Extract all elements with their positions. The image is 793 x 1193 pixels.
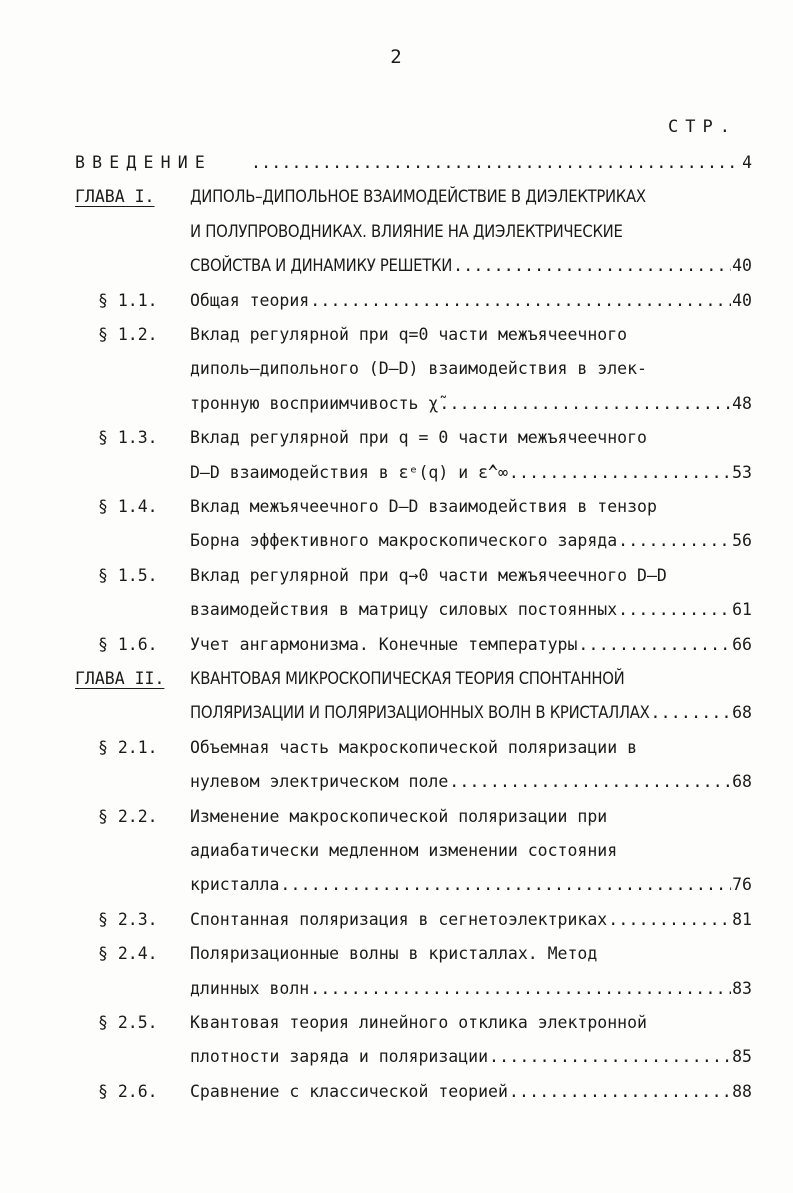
dot-leader xyxy=(251,153,741,172)
toc-title-line: плотности заряда и поляризации xyxy=(190,1047,489,1067)
toc-entry-text xyxy=(190,1013,752,1032)
toc-line xyxy=(0,666,793,696)
toc-title-line: Вклад регулярной при q = 0 части межъячеечного xyxy=(190,428,647,448)
toc-title-line: Учет ангармонизма. Конечные температуры xyxy=(190,634,578,654)
toc-title-line: Вклад регулярной при q=0 части межъячеечного xyxy=(190,325,628,344)
toc-entry-text xyxy=(190,1082,752,1101)
page-ref: 76 xyxy=(732,875,752,895)
toc-line xyxy=(0,528,793,558)
section-number: § 2.6. xyxy=(98,1081,158,1101)
dot-leader xyxy=(310,291,731,310)
toc-title-line: ДИПОЛЬ–ДИПОЛЬНОЕ ВЗАИМОДЕЙСТВИЕ В ДИЭЛЕКТРИКАХ xyxy=(190,187,646,207)
page-ref: 85 xyxy=(732,1047,752,1067)
toc-entry-text xyxy=(190,1047,752,1066)
section-number: § 1.2. xyxy=(98,325,158,344)
toc-title-line: Изменение макроскопической поляризации при xyxy=(190,806,608,826)
dot-leader xyxy=(651,703,732,722)
section-number: § 1.6. xyxy=(98,634,158,654)
page-ref: 81 xyxy=(732,909,752,929)
toc-entry-text xyxy=(190,325,752,344)
toc-title-line: тронную восприимчивость χ̃ xyxy=(190,393,439,413)
toc-line xyxy=(0,907,793,937)
toc-line xyxy=(0,184,793,214)
toc-line xyxy=(0,769,793,799)
intro-label: ВВЕДЕНИЕ xyxy=(75,153,213,172)
toc-entry-text xyxy=(250,153,752,172)
toc-line xyxy=(0,425,793,455)
page-ref: 48 xyxy=(732,393,752,413)
toc-line xyxy=(0,941,793,971)
section-number: § 2.3. xyxy=(98,909,158,929)
toc-line xyxy=(0,1079,793,1109)
toc-line xyxy=(0,735,793,765)
toc-title-line: адиабатически медленном изменении состояния xyxy=(190,841,618,860)
section-number: § 1.4. xyxy=(98,497,158,516)
toc-title-line: СВОЙСТВА И ДИНАМИКУ РЕШЕТКИ xyxy=(190,256,453,276)
section-number: § 1.1. xyxy=(98,290,158,310)
chapter-label: ГЛАВА II. xyxy=(75,669,165,688)
dot-leader xyxy=(608,910,731,929)
toc-title-line: Спонтанная поляризация в сегнетоэлектриках xyxy=(190,909,608,929)
toc-entry-text xyxy=(190,291,752,310)
page-ref: 83 xyxy=(732,978,752,998)
page-ref: 56 xyxy=(732,531,752,551)
page-ref: 40 xyxy=(732,290,752,310)
toc-entry-text xyxy=(190,669,752,688)
dot-leader xyxy=(618,600,731,619)
toc-entry-text xyxy=(190,875,752,894)
toc-title-line: Объемная часть макроскопической поляризации в xyxy=(190,737,638,757)
toc-line xyxy=(0,253,793,283)
toc-entry-text xyxy=(190,463,752,482)
toc-title-line: Борна эффективного макроскопического заряда xyxy=(190,531,618,551)
toc-title-line: Вклад межъячеечного D–D взаимодействия в тензор xyxy=(190,497,657,516)
toc-line xyxy=(0,563,793,593)
page-column-header: СТР. xyxy=(668,117,737,137)
toc-line xyxy=(0,322,793,352)
section-number: § 1.5. xyxy=(98,565,158,585)
toc-title-line: нулевом электрическом поле xyxy=(190,772,449,792)
page-ref: 88 xyxy=(732,1081,752,1101)
page-ref: 61 xyxy=(732,600,752,620)
toc-title-line: Поляризационные волны в кристаллах. Метод xyxy=(190,944,598,964)
toc-entry-text xyxy=(190,703,752,722)
section-number: § 2.2. xyxy=(98,806,158,826)
toc-line xyxy=(0,700,793,730)
dot-leader xyxy=(449,772,731,791)
toc-title-line: КВАНТОВАЯ МИКРОСКОПИЧЕСКАЯ ТЕОРИЯ СПОНТАННОЙ xyxy=(190,669,625,688)
toc-line xyxy=(0,804,793,834)
toc-line xyxy=(0,288,793,318)
toc-entry-text xyxy=(190,772,752,791)
toc-entry-text xyxy=(190,807,752,826)
toc-entry-text xyxy=(190,359,752,378)
toc-line xyxy=(0,356,793,386)
toc-title-line: Общая теория xyxy=(190,290,310,310)
section-number: § 1.3. xyxy=(98,428,158,448)
toc-line xyxy=(0,219,793,249)
toc-entry-text xyxy=(190,979,752,998)
toc-line xyxy=(0,494,793,524)
toc-entry-text xyxy=(190,222,752,241)
toc-line xyxy=(0,391,793,421)
toc-title-line: кристалла xyxy=(190,875,280,895)
section-number: § 2.5. xyxy=(98,1013,158,1032)
toc-title-line: Квантовая теория линейного отклика электронной xyxy=(190,1013,647,1032)
toc-title-line: И ПОЛУПРОВОДНИКАХ. ВЛИЯНИЕ НА ДИЭЛЕКТРИЧЕСКИЕ xyxy=(190,221,623,241)
toc-entry-text xyxy=(190,566,752,585)
toc-title-line: ПОЛЯРИЗАЦИИ И ПОЛЯРИЗАЦИОННЫХ ВОЛН В КРИСТАЛЛАХ xyxy=(190,703,650,723)
chapter-label: ГЛАВА I. xyxy=(75,187,155,207)
toc-entry-text xyxy=(190,635,752,654)
dot-leader xyxy=(280,875,731,894)
toc-entry-text xyxy=(190,910,752,929)
page-ref: 66 xyxy=(732,634,752,654)
dot-leader xyxy=(489,1047,731,1066)
dot-leader xyxy=(453,256,731,275)
toc-line xyxy=(0,150,793,180)
dot-leader xyxy=(509,1082,731,1101)
toc-line xyxy=(0,597,793,627)
page-ref: 68 xyxy=(732,703,752,723)
toc-title-line: диполь–дипольного (D–D) взаимодействия в элек- xyxy=(190,359,647,379)
toc-line xyxy=(0,1010,793,1040)
toc-entry-text xyxy=(190,394,752,413)
dot-leader xyxy=(439,394,731,413)
dot-leader xyxy=(310,979,731,998)
page-ref: 40 xyxy=(732,256,752,276)
toc-line xyxy=(0,632,793,662)
section-number: § 2.4. xyxy=(98,944,158,964)
toc-entry-text xyxy=(190,531,752,550)
toc-entry-text xyxy=(190,600,752,619)
toc-line xyxy=(0,872,793,902)
toc-line xyxy=(0,460,793,490)
toc-title-line: Сравнение с классической теорией xyxy=(190,1081,508,1101)
toc-entry-text xyxy=(190,256,752,275)
page-number: 2 xyxy=(390,46,403,68)
section-number: § 2.1. xyxy=(98,737,158,757)
toc-title-line: взаимодействия в матрицу силовых постоянных xyxy=(190,600,618,620)
toc-title-line: длинных волн xyxy=(190,978,310,998)
dot-leader xyxy=(509,463,731,482)
page-ref: 53 xyxy=(732,462,752,482)
dot-leader xyxy=(578,635,731,654)
toc-entry-text xyxy=(190,944,752,963)
toc-entry-text xyxy=(190,497,752,516)
toc-line xyxy=(0,976,793,1006)
toc-entry-text xyxy=(190,428,752,447)
page-ref: 68 xyxy=(732,772,752,792)
dot-leader xyxy=(618,531,731,550)
toc-line xyxy=(0,838,793,868)
toc-entry-text xyxy=(190,187,752,206)
toc-entry-text xyxy=(190,841,752,860)
page-ref: 4 xyxy=(742,153,752,172)
toc-title-line: Вклад регулярной при q→0 части межъячеечного D–D xyxy=(190,565,667,585)
toc-entry-text xyxy=(190,738,752,757)
toc-title-line: D–D взаимодействия в εᵉ(q) и ε̂^∞ xyxy=(190,462,508,482)
toc-line xyxy=(0,1044,793,1074)
